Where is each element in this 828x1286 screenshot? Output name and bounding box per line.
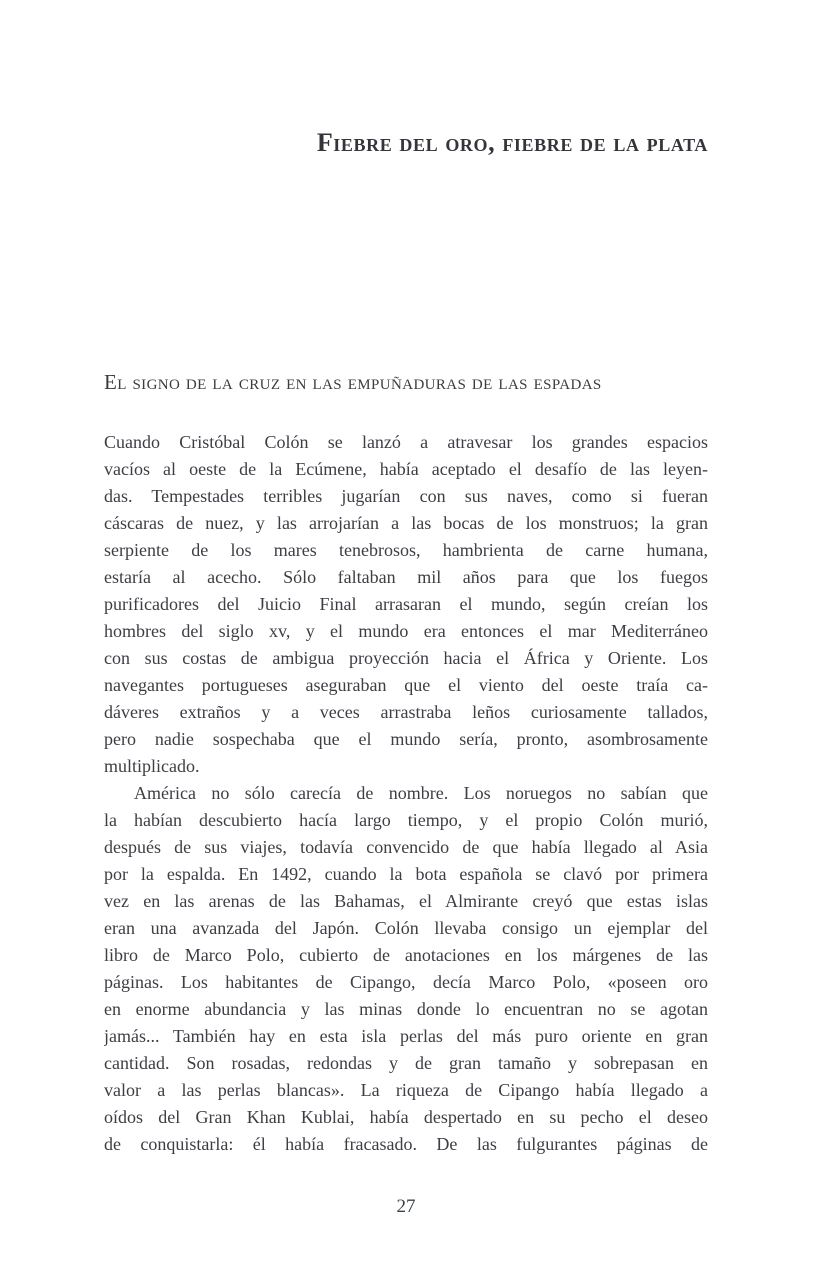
text-line: libro de Marco Polo, cubierto de anotaciones en los márgenes de las — [104, 945, 708, 965]
page-number: 27 — [396, 1196, 416, 1217]
text-line: vez en las arenas de las Bahamas, el Almirante creyó que estas islas — [104, 891, 708, 911]
text-line: con sus costas de ambigua proyección hacia el África y Oriente. Los — [104, 648, 708, 668]
text-line: América no sólo carecía de nombre. Los noruegos no sabían que — [134, 783, 708, 803]
text-line: dáveres extraños y a veces arrastraba leños curiosamente tallados, — [104, 702, 708, 722]
text-line: pero nadie sospechaba que el mundo sería, pronto, asombrosamente — [104, 729, 708, 749]
text-line: valor a las perlas blancas». La riqueza de Cipango había llegado a — [104, 1080, 708, 1100]
text-line: por la espalda. En 1492, cuando la bota española se clavó por primera — [104, 864, 708, 884]
section-heading: El signo de la cruz en las empuñaduras de las espadas — [104, 370, 602, 394]
body-text — [104, 429, 708, 1158]
text-line: vacíos al oeste de la Ecúmene, había aceptado el desafío de las leyen- — [104, 459, 708, 479]
text-line: navegantes portugueses aseguraban que el viento del oeste traía ca- — [104, 675, 708, 695]
text-line: das. Tempestades terribles jugarían con sus naves, como si fueran — [104, 486, 708, 506]
text-line: cantidad. Son rosadas, redondas y de gran tamaño y sobrepasan en — [104, 1053, 708, 1073]
text-line: purificadores del Juicio Final arrasaran el mundo, según creían los — [104, 594, 708, 614]
text-line: serpiente de los mares tenebrosos, hambrienta de carne humana, — [104, 540, 708, 560]
text-line: de conquistarla: él había fracasado. De las fulgurantes páginas de — [104, 1134, 708, 1154]
text-line: después de sus viajes, todavía convencido de que había llegado al Asia — [104, 837, 708, 857]
text-line: páginas. Los habitantes de Cipango, decía Marco Polo, «poseen oro — [104, 972, 708, 992]
text-line: cáscaras de nuez, y las arrojarían a las bocas de los monstruos; la gran — [104, 513, 708, 533]
text-line: hombres del siglo xv, y el mundo era entonces el mar Mediterráneo — [104, 621, 708, 641]
text-line: multiplicado. — [104, 756, 200, 776]
text-line: oídos del Gran Khan Kublai, había despertado en su pecho el deseo — [104, 1107, 708, 1127]
text-line: la habían descubierto hacía largo tiempo, y el propio Colón murió, — [104, 810, 708, 830]
text-line: eran una avanzada del Japón. Colón llevaba consigo un ejemplar del — [104, 918, 708, 938]
text-line: Cuando Cristóbal Colón se lanzó a atravesar los grandes espacios — [104, 432, 708, 452]
chapter-title: Fiebre del oro, fiebre de la plata — [316, 128, 708, 157]
text-line: estaría al acecho. Sólo faltaban mil años para que los fuegos — [104, 567, 708, 587]
text-line: jamás... También hay en esta isla perlas del más puro oriente en gran — [104, 1026, 708, 1046]
text-line: en enorme abundancia y las minas donde lo encuentran no se agotan — [104, 999, 708, 1019]
